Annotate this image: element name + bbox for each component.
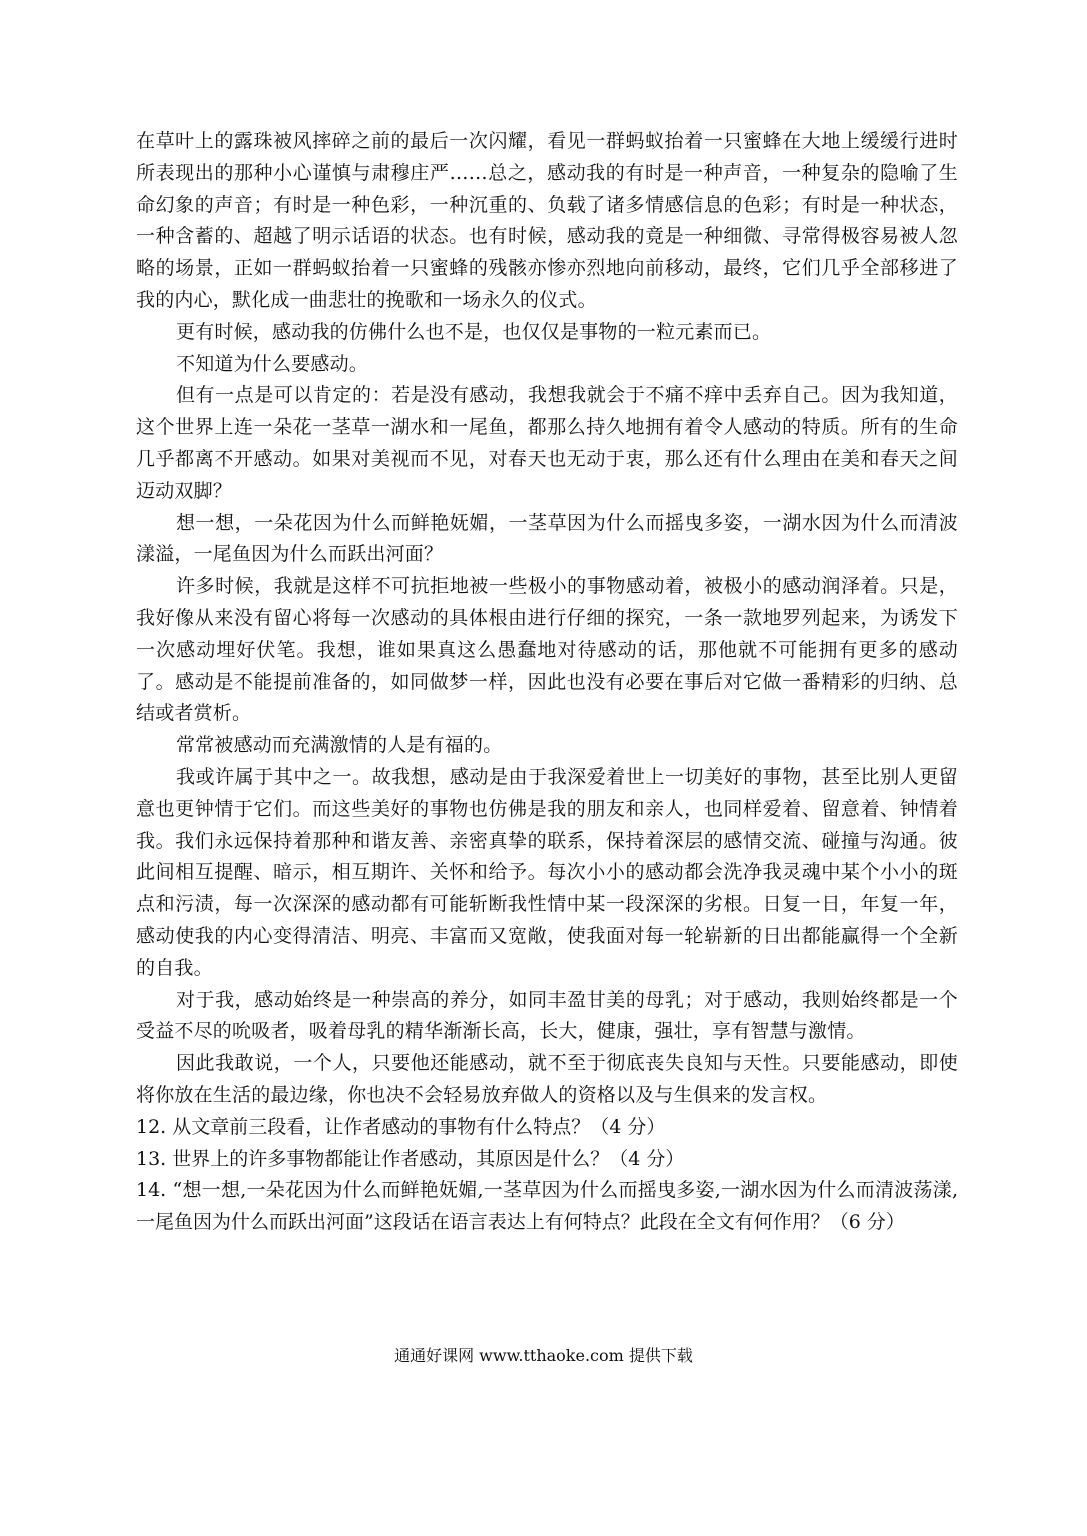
paragraph-6: 许多时候，我就是这样不可抗拒地被一些极小的事物感动着，被极小的感动润泽着。只是，我好像从来没有留心将每一次感动的具体根由进行仔细的探究，一条一款地罗列起来，为诱发下一次感动埋好伏笔。我想，谁如果真这么愚蠢地对待感动的话，那他就不可能拥有更多的感动了。感动是不能提前准备的，如同做梦一样，因此也没有必要在事后对它做一番精彩的归纳、总结或者赏析。 (136, 575, 958, 725)
paragraph-4: 但有一点是可以肯定的：若是没有感动，我想我就会于不痛不痒中丢弃自己。因为我知道，这个世界上连一朵花一茎草一湖水和一尾鱼，都那么持久地拥有着令人感动的特质。所有的生命几乎都离不开感动。如果对美视而不见，对春天也无动于衷，那么还有什么理由在美和春天之间迈动双脚？ (136, 384, 958, 502)
paragraph-9: 对于我，感动始终是一种崇高的养分，如同丰盈甘美的母乳；对于感动，我则始终都是一个受益不尽的吮吸者，吸着母乳的精华渐渐长高，长大，健康，强壮，享有智慧与激情。 (136, 988, 958, 1043)
paragraph-5: 想一想，一朵花因为什么而鲜艳妩媚，一茎草因为什么而摇曳多姿，一湖水因为什么而清波漾溢，一尾鱼因为什么而跃出河面？ (136, 511, 958, 566)
paragraph-1: 在草叶上的露珠被风摔碎之前的最后一次闪耀，看见一群蚂蚁抬着一只蜜蜂在大地上缓缓行进时所表现出的那种小心谨慎与肃穆庄严……总之，感动我的有时是一种声音，一种复杂的隐喻了生命幻象的声音；有时是一种色彩，一种沉重的、负载了诸多情感信息的色彩；有时是一种状态，一种含蓄的、超越了明示话语的状态。也有时候，感动我的竟是一种细微、寻常得极容易被人忽略的场景，正如一群蚂蚁抬着一只蜜蜂的残骸亦惨亦烈地向前移动，最终，它们几乎全部移进了我的内心，默化成一曲悲壮的挽歌和一场永久的仪式。 (136, 130, 958, 311)
document-body (136, 126, 958, 1239)
page-footer: 通通好课网 www.tthaoke.com 提供下载 (394, 1346, 693, 1365)
paragraph-7: 常常被感动而充满激情的人是有福的。 (176, 734, 503, 757)
paragraph-2: 更有时候，感动我的仿佛什么也不是，也仅仅是事物的一粒元素而已。 (176, 320, 772, 343)
question-13: 13. 世界上的许多事物都能让作者感动，其原因是什么？（4 分） (136, 1147, 685, 1170)
paragraph-3: 不知道为什么要感动。 (176, 352, 369, 375)
question-14: 14. “想一想,一朵花因为什么而鲜艳妩媚,一茎草因为什么而摇曳多姿,一湖水因为什么而清波荡漾,一尾鱼因为什么而跃出河面”这段话在语言表达上有何特点？此段在全文有何作用？（6 分） (136, 1179, 958, 1234)
paragraph-10: 因此我敢说，一个人，只要他还能感动，就不至于彻底丧失良知与天性。只要能感动，即使将你放在生活的最边缘，你也决不会轻易放弃做人的资格以及与生俱来的发言权。 (136, 1052, 958, 1106)
question-12: 12. 从文章前三段看，让作者感动的事物有什么特点？（4 分） (136, 1115, 666, 1138)
paragraph-8: 我或许属于其中之一。故我想，感动是由于我深爱着世上一切美好的事物，甚至比别人更留意也更钟情于它们。而这些美好的事物也仿佛是我的朋友和亲人，也同样爱着、留意着、钟情着我。我们永远保持着那种和谐友善、亲密真挚的联系，保持着深层的感情交流、碰撞与沟通。彼此间相互提醒、暗示，相互期许、关怀和给予。每次小小的感动都会洗净我灵魂中某个小小的斑点和污渍，每一次深深的感动都有可能斩断我性情中某一段深深的劣根。日复一日，年复一年，感动使我的内心变得清洁、明亮、丰富而又宽敞，使我面对每一轮崭新的日出都能赢得一个全新的自我。 (136, 765, 958, 979)
